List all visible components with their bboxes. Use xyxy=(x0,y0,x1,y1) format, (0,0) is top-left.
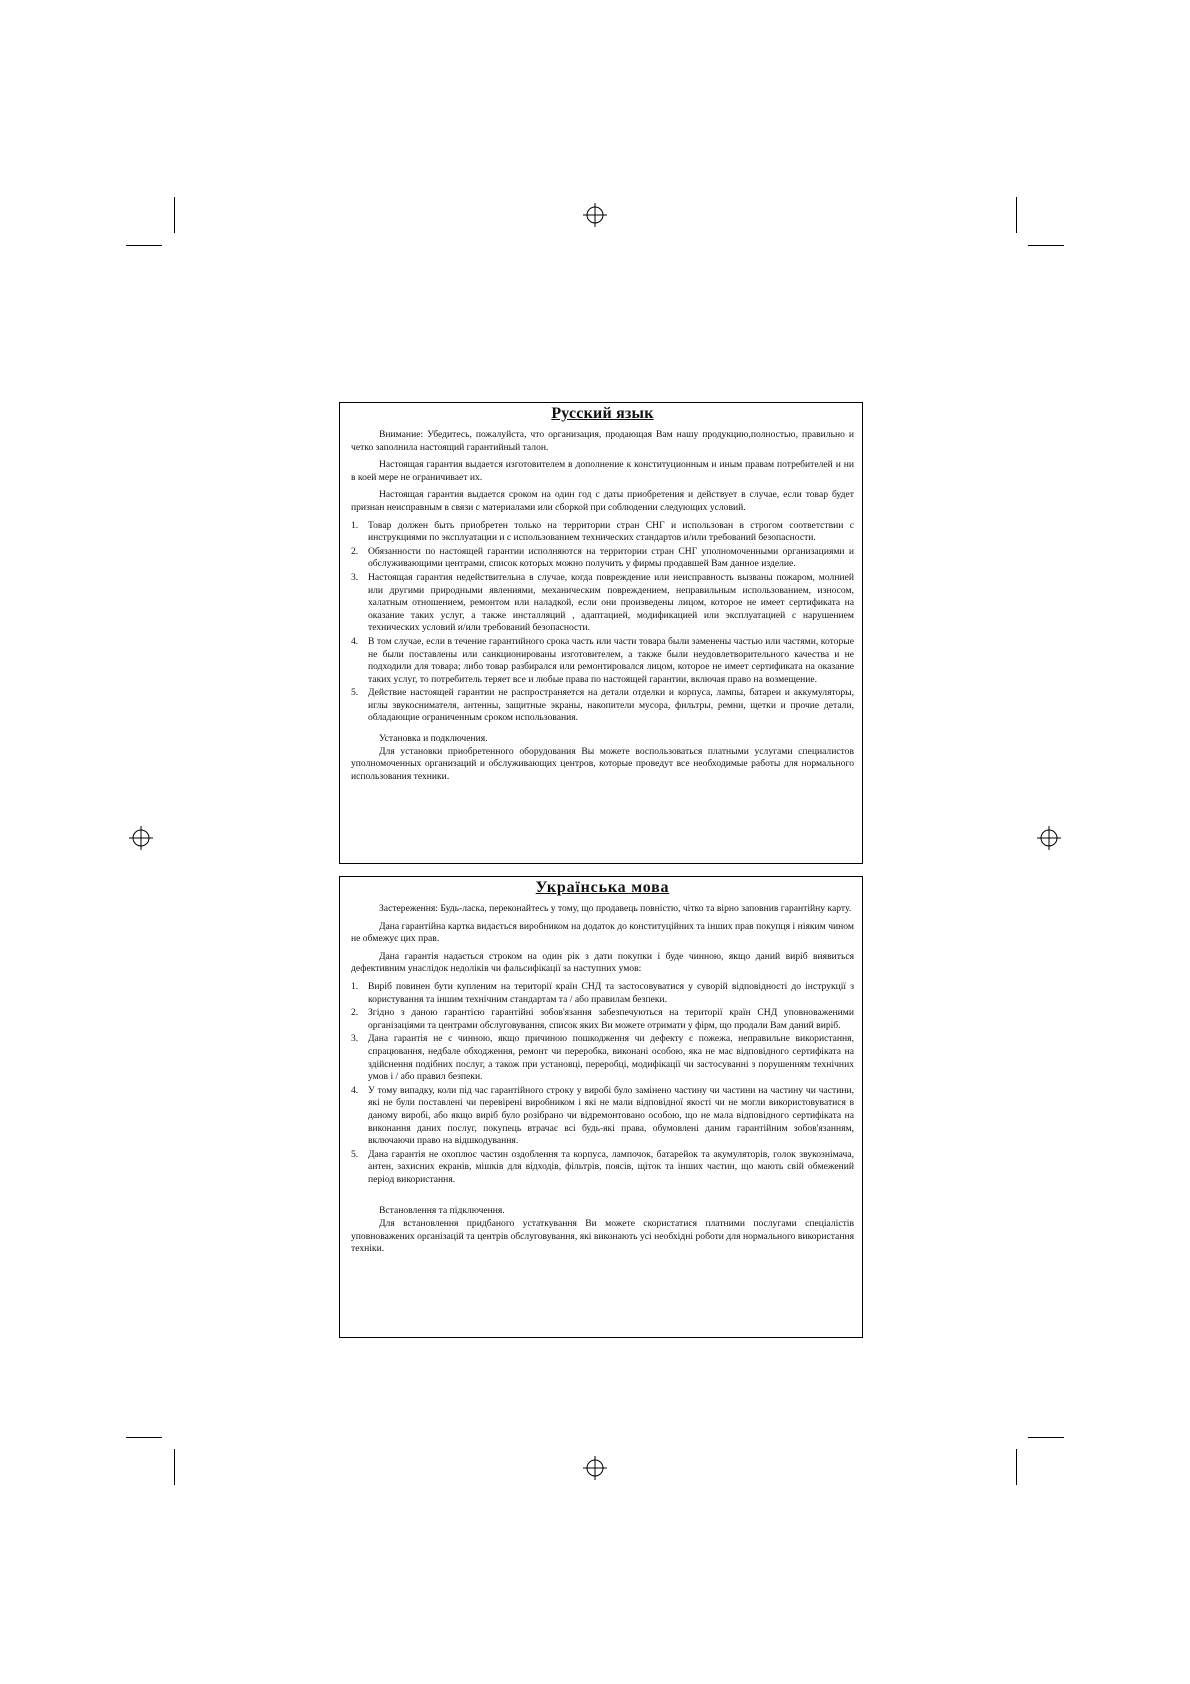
list-item xyxy=(351,636,854,686)
list-item xyxy=(351,687,854,725)
registration-mark-bottom xyxy=(583,1456,607,1480)
list-item-text: Товар должен быть приобретен только на территории стран СНГ и использован в строгом соответствии с инструкциями по эксплуатации и с использованием технических стандартов и/или требований безопасности. xyxy=(368,519,854,544)
list-item-number: 3. xyxy=(351,571,359,583)
list-item-text: Действие настоящей гарантии не распространяется на детали отделки и корпуса, лампы, батареи и аккумуляторы, иглы звукоснимателя, антенны, защитные экраны, накопители мусора, фильтры, ремни, щетки и прочие детали, обладающие ограниченным сроком использования. xyxy=(368,687,854,724)
ukrainian-intro-caution: Застереження: Будь-ласка, переконайтесь у тому, що продавець повністю, чітко та вірно заповнив гарантійну карту. xyxy=(379,903,852,914)
list-item xyxy=(351,546,854,571)
list-item xyxy=(351,520,854,545)
russian-section-title: Русский язык xyxy=(551,405,654,422)
ukrainian-intro-rights: Дана гарантійна картка видається виробником на додаток до конституційних та інших прав покупця і ніяким чином не обмежує цих прав. xyxy=(351,920,854,945)
list-item-text: В том случае, если в течение гарантийного срока часть или части товара были заменены частью или частями, которые не были поставлены или санкционированы изготовителем, а также были неудовлетворительного качества и не подходили для товара; либо товар разбирался или ремонтировался лицом, которое не имеет сертификата на оказание таких услуг, то потребитель теряет все и любые права по настоящей гарантии, включая право на возмещение. xyxy=(368,635,854,685)
ukrainian-conditions-list xyxy=(351,981,854,1187)
russian-install-heading: Установка и подключения. xyxy=(379,733,488,745)
list-item xyxy=(351,1033,854,1083)
list-item-text: Дана гарантія не охоплює частин оздоблення та корпуса, лампочок, батарейок та акумуляторів, голок звукознімача, антен, захисних екранів, мішків для відходів, фільтрів, поясів, щіток та інших частин, що мають свій обмежений період використання. xyxy=(368,1148,854,1185)
crop-mark-top-right-h xyxy=(1028,245,1064,246)
list-item xyxy=(351,1149,854,1187)
russian-intro-term: Настоящая гарантия выдается сроком на один год с даты приобретения и действует в случае, если товар будет признан неисправным в связи с материалами или сборкой при соблюдении следующих условий. xyxy=(351,489,854,513)
list-item-number: 2. xyxy=(351,1007,359,1019)
ukrainian-intro-term: Дана гарантія надається строком на один рік з дати покупки і буде чинною, якщо даний виріб виявиться дефективним унаслідок недоліків чи фальсифікації за наступних умов: xyxy=(351,950,854,975)
ukrainian-install-text: Для встановлення придбаного устаткування Ви можете скористатися платними послугами спеціалістів уповноважених організацій та центрів обслуговування, які виконають усі необхідні роботи для нормального використання техніки. xyxy=(351,1218,854,1255)
list-item-text: Дана гарантія не є чинною, якщо причиною пошкодження чи дефекту є пожежа, неправильне використання, спрацювання, недбале обходження, ремонт чи переробка, виконані особою, яка не має відповідного сертифіката на здійснення подібних послуг, а також при установці, переробці, модифікації чи застосуванні з порушенням технічних умов і / або правил безпеки. xyxy=(368,1033,854,1083)
list-item-number: 5. xyxy=(351,1148,359,1160)
crop-mark-top-left-v xyxy=(174,197,175,233)
list-item-number: 5. xyxy=(351,687,359,699)
list-item xyxy=(351,1085,854,1148)
list-item-text: Обязанности по настоящей гарантии исполняются на территории стран СНГ уполномоченными организациями и обслуживающими центрами, список которых можно получить у фирмы продавшей Вам данное изделие. xyxy=(368,545,854,570)
russian-intro-attention: Внимание: Убедитесь, пожалуйста, что организация, продающая Вам нашу продукцию,полностью, правильно и четко заполнила настоящий гарантийный талон. xyxy=(351,429,854,453)
list-item-text: У тому випадку, коли під час гарантійного строку у виробі було замінено частину чи частини на частину чи частини, які не були поставлені чи перевірені виробником і які не мали відповідної якості чи не могли використовуватися в даному виробі, або якщо виріб було розібрано чи відремонтовано особою, що не мала відповідного сертифіката на виконання даних послуг, покупець втрачає всі будь-які права, обумовлені даним гарантійним зобов'язанням, включаючи право на відшкодування. xyxy=(368,1084,854,1147)
ukrainian-warranty-section xyxy=(339,876,863,1338)
ukrainian-section-title: Українська мова xyxy=(535,879,670,896)
russian-install-text: Для установки приобретенного оборудования Вы можете воспользоваться платными услугами специалистов уполномоченных организаций и обслуживающих центров, которые проведут все необходимые работы для нормального использования техники. xyxy=(351,745,854,782)
list-item-number: 4. xyxy=(351,1084,359,1096)
registration-mark-left xyxy=(129,826,153,850)
list-item xyxy=(351,1007,854,1032)
list-item-text: Настоящая гарантия недействительна в случае, когда повреждение или неисправность вызваны пожаром, молнией или другими природными явлениями, механическим повреждением, неправильным использованием, износом, халатным отношением, ремонтом или наладкой, если они произведены лицом, которое не имеет сертификата на оказание таких услуг, а также инсталляций , адаптацией, модификацией или эксплуатацией с нарушением технических условий и/или требований безопасности. xyxy=(368,571,854,634)
crop-mark-bottom-right-v xyxy=(1016,1449,1017,1485)
list-item-number: 4. xyxy=(351,635,359,647)
crop-mark-bottom-right-h xyxy=(1028,1437,1064,1438)
russian-conditions-list xyxy=(351,520,854,726)
list-item xyxy=(351,572,854,635)
list-item-number: 2. xyxy=(351,545,359,557)
crop-mark-top-left-h xyxy=(126,245,162,246)
crop-mark-bottom-left-v xyxy=(174,1449,175,1485)
list-item-number: 1. xyxy=(351,980,359,992)
crop-mark-top-right-v xyxy=(1016,197,1017,233)
list-item-text: Згідно з даною гарантією гарантійні зобов'язання забезпечуються на території країн СНД уповноваженими організаціями та центрами обслуговування, список яких Ви можете отримати у фірм, що продали Вам даний виріб. xyxy=(368,1007,854,1031)
list-item xyxy=(351,981,854,1006)
registration-mark-top xyxy=(583,203,607,227)
ukrainian-install-heading: Встановлення та підключення. xyxy=(379,1205,505,1217)
list-item-number: 3. xyxy=(351,1033,359,1045)
registration-mark-right xyxy=(1037,826,1061,850)
crop-mark-bottom-left-h xyxy=(126,1437,162,1438)
russian-warranty-section xyxy=(339,402,863,864)
list-item-text: Виріб повинен бути купленим на території країн СНД та застосовуватися у суворій відповідності до інструкції з користування та іншим технічним стандартам та / або правилам безпеки. xyxy=(368,980,854,1005)
list-item-number: 1. xyxy=(351,519,359,531)
russian-intro-rights: Настоящая гарантия выдается изготовителем в дополнение к конституционным и иным правам потребителей и ни в коей мере не ограничивает их. xyxy=(351,459,854,483)
spacer xyxy=(351,1187,854,1205)
